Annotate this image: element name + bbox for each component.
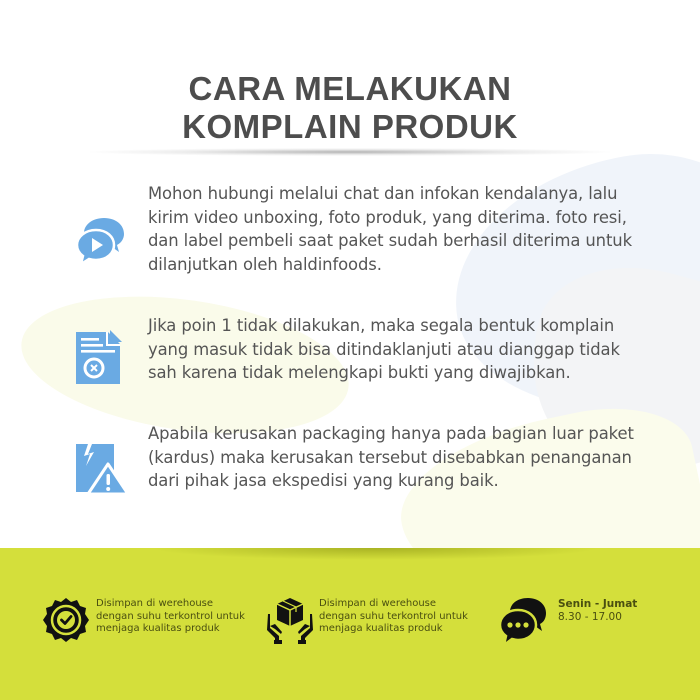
document-rejected-icon xyxy=(74,328,130,384)
title-line-2: KOMPLAIN PRODUK xyxy=(182,108,518,146)
business-hours-value: 8.30 - 17.00 xyxy=(558,611,622,623)
step-text-1: Mohon hubungi melalui chat dan infokan kendalanya, lalu kirim video unboxing, foto produk, yang diterima. foto resi, dan label pembeli saat paket sudah berhasil diterima untuk dilanjutkan oleh haldinfoods. xyxy=(148,184,632,274)
footer-feature-hours-text xyxy=(558,598,700,624)
footer-feature-quality-text: Disimpan di werehouse dengan suhu terkontrol untuk menjaga kualitas produk xyxy=(96,598,245,634)
quality-badge-check-icon xyxy=(42,596,92,646)
step-text-3: Apabila kerusakan packaging hanya pada bagian luar paket (kardus) maka kerusakan tersebut disebabkan penanganan dari pihak jasa ekspedisi yang kurang baik. xyxy=(148,424,634,490)
damaged-package-warning-icon xyxy=(74,440,130,496)
footer-feature-handling-text: Disimpan di werehouse dengan suhu terkontrol untuk menjaga kualitas produk xyxy=(319,598,468,634)
hands-holding-box-icon xyxy=(265,596,315,646)
title-divider xyxy=(90,148,610,156)
chat-bubbles-icon xyxy=(498,596,548,646)
business-days-label: Senin - Jumat xyxy=(558,598,638,610)
footer-shadow xyxy=(150,548,600,560)
footer-band xyxy=(0,548,700,700)
page-title xyxy=(0,70,700,146)
step-text-2: Jika poin 1 tidak dilakukan, maka segala bentuk komplain yang masuk tidak bisa ditindaklanjuti atau dianggap tidak sah karena tidak melengkapi bukti yang diwajibkan. xyxy=(148,316,620,382)
video-chat-icon xyxy=(74,210,130,266)
title-line-1: CARA MELAKUKAN xyxy=(188,70,512,108)
